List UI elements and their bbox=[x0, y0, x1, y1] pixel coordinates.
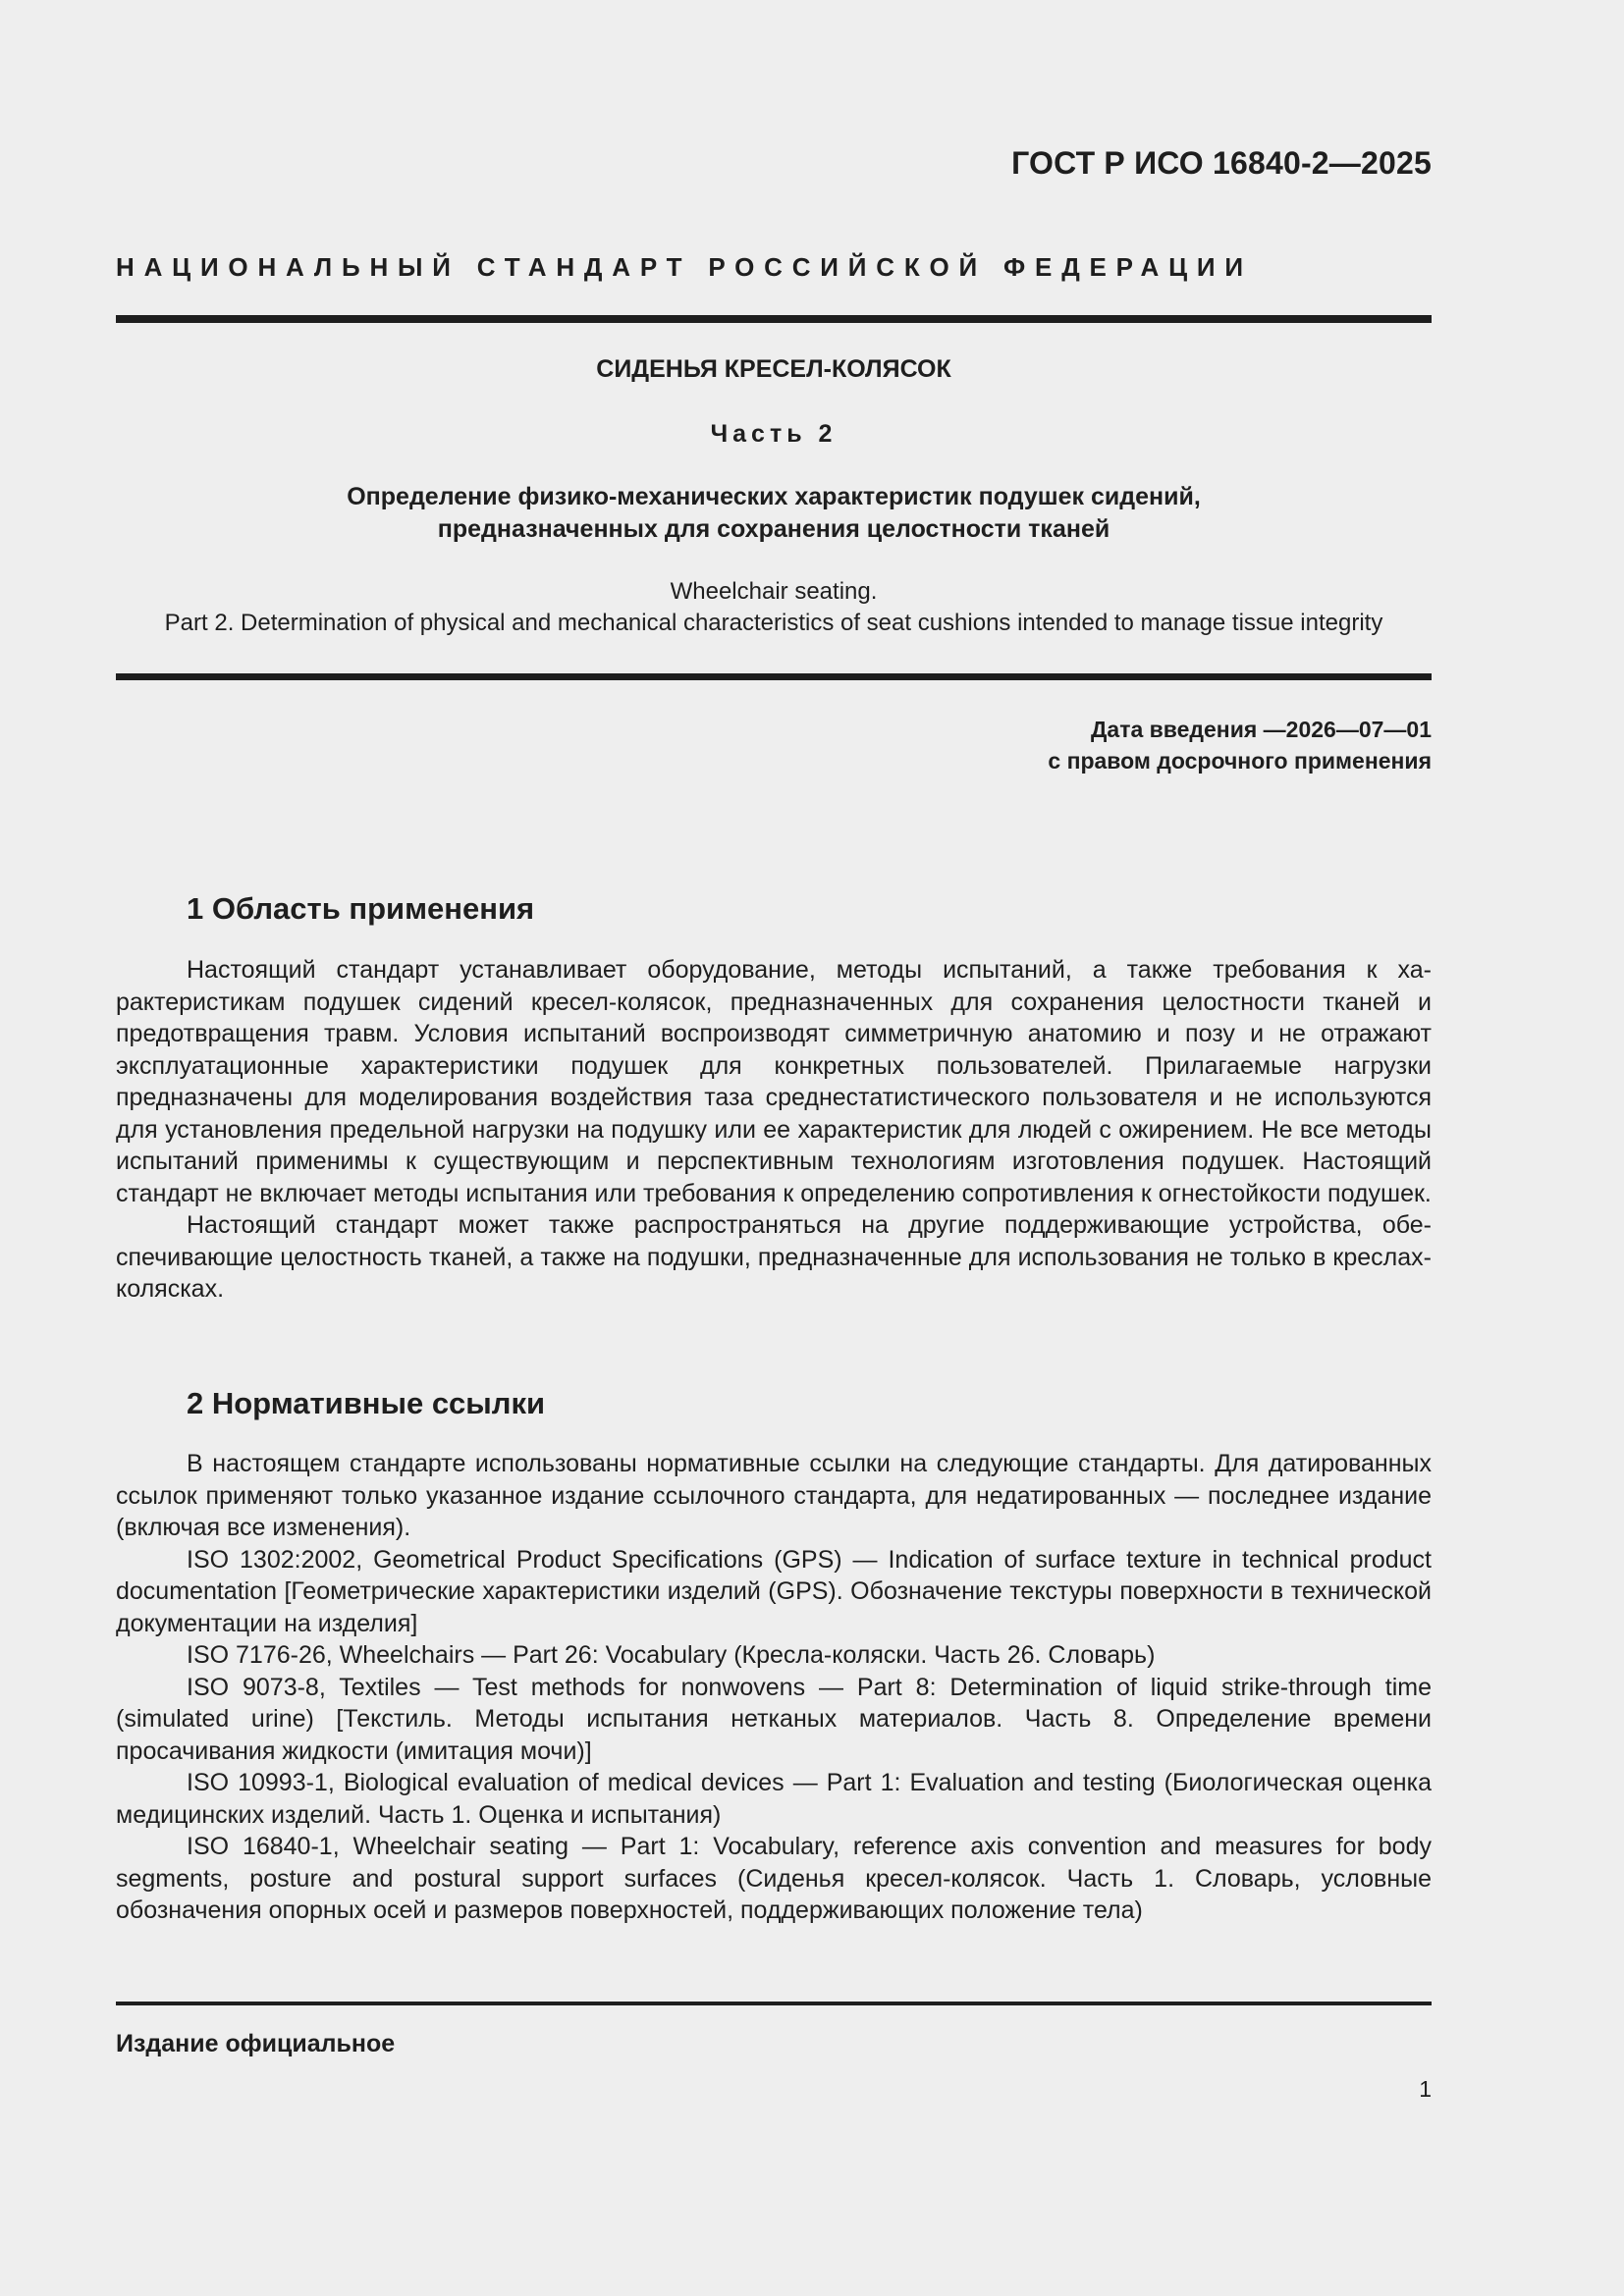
document-page bbox=[116, 0, 1432, 2296]
national-standard-title: НАЦИОНАЛЬНЫЙ СТАНДАРТ РОССИЙСКОЙ ФЕДЕРАЦИИ bbox=[116, 252, 1253, 282]
section-2-body bbox=[116, 1448, 1432, 1927]
section-1-heading: 1 Область применения bbox=[187, 891, 535, 926]
title-rule bbox=[116, 673, 1432, 680]
subtitle-line-2: предназначенных для сохранения целостности тканей bbox=[437, 515, 1110, 543]
header-rule bbox=[116, 315, 1432, 323]
document-number: ГОСТ Р ИСО 16840-2—2025 bbox=[1011, 145, 1432, 181]
section-1-paragraph: Настоящий стандарт может также распространяться на другие поддерживающие устройства, обеспечивающие целостность тканей, а также на подушки, предназначенные для использования не только в креслах-колясках. bbox=[116, 1211, 1432, 1303]
section-1-body bbox=[116, 954, 1432, 1306]
standard-main-title: СИДЕНЬЯ КРЕСЕЛ-КОЛЯСОК bbox=[596, 355, 951, 383]
footer-rule bbox=[116, 2002, 1432, 2005]
english-title bbox=[116, 576, 1432, 639]
part-label: Часть 2 bbox=[710, 420, 838, 448]
reference-item: ISO 16840-1, Wheelchair seating — Part 1: Vocabulary, reference axis convention and measures for body segments, posture and postural support surfaces (Сиденья кресел-колясок. Часть 1. Словарь, условные обозначения опорных осей и размеров поверхностей, поддерживающих положение тела) bbox=[116, 1833, 1432, 1924]
introduction-date: Дата введения —2026—07—01 bbox=[1091, 717, 1432, 742]
standard-subtitle bbox=[116, 481, 1432, 546]
reference-item: ISO 10993-1, Biological evaluation of medical devices — Part 1: Evaluation and testing (Биологическая оценка медицинских изделий. Часть 1. Оценка и испытания) bbox=[116, 1769, 1432, 1829]
section-2-heading: 2 Нормативные ссылки bbox=[187, 1386, 546, 1420]
reference-item: ISO 7176-26, Wheelchairs — Part 26: Vocabulary (Кресла-коляски. Часть 26. Словарь) bbox=[187, 1641, 1156, 1669]
subtitle-line-1: Определение физико-механических характеристик подушек сидений, bbox=[347, 483, 1201, 510]
official-edition-label: Издание официальное bbox=[116, 2030, 396, 2057]
english-title-line-2: Part 2. Determination of physical and mechanical characteristics of seat cushions intended to manage tissue integrity bbox=[164, 610, 1383, 636]
early-use-note: с правом досрочного применения bbox=[1048, 748, 1432, 774]
introduction-date-block bbox=[1048, 714, 1432, 776]
reference-item: ISO 1302:2002, Geometrical Product Specifications (GPS) — Indication of surface texture in technical product documentation [Геометрические характеристики изделий (GPS). Обозначение текстуры поверхности в технической документации на изделия] bbox=[116, 1545, 1432, 1637]
section-2-paragraph: В настоящем стандарте использованы нормативные ссылки на следующие стандарты. Для датированных ссылок применяют только указанное издание ссылочного стандарта, для недатированных — последнее издание (включая все изменения). bbox=[116, 1450, 1432, 1541]
page-number: 1 bbox=[1419, 2076, 1432, 2102]
reference-item: ISO 9073-8, Textiles — Test methods for nonwovens — Part 8: Determination of liquid strike-through time (simulated urine) [Текстиль. Методы испытания нетканых материалов. Часть 8. Определение времени просачивания жидкости (имитация мочи)] bbox=[116, 1673, 1432, 1765]
section-1-paragraph: Настоящий стандарт устанавливает оборудование, методы испытаний, а также требования к характеристикам подушек сидений кресел-колясок, предназначенных для сохранения целостности тканей и предотвращения травм. Условия испытаний воспроизводят симметричную анатомию и позу и не отражают эксплуатационные характеристики подушек для конкретных пользователей. Прилагаемые нагрузки предназначены для моделирования воздействия таза среднестатистического пользователя и не используются для установления предельной нагрузки на подушку или ее характеристик для людей с ожирением. Не все методы испытаний применимы к существующим и перспективным технологиям изготовления подушек. Настоящий стандарт не включает методы испытания или требования к определению сопротивления к огнестойкости подушек. bbox=[116, 956, 1432, 1207]
english-title-line-1: Wheelchair seating. bbox=[670, 578, 878, 605]
